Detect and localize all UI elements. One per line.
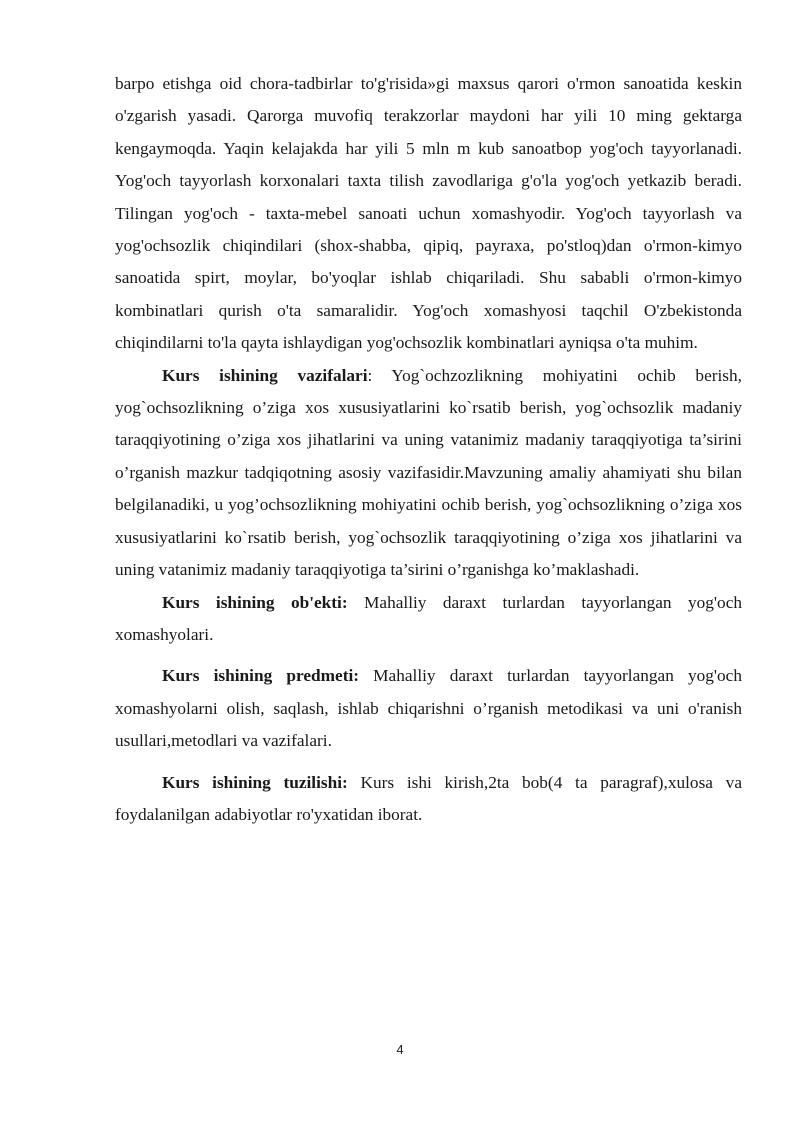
paragraph-heading: Kurs ishining tuzilishi: — [162, 772, 348, 792]
paragraph-heading: Kurs ishining ob'ekti: — [162, 592, 348, 612]
paragraph-course-subject — [115, 660, 742, 757]
paragraph-course-structure — [115, 767, 742, 832]
paragraph-text: Kurs ishi kirish,2ta bob(4 ta paragraf),xulosa va foydalanilgan adabiyotlar ro'yxatidan iborat. — [115, 772, 742, 824]
paragraph-text: Mahalliy daraxt turlardan tayyorlangan yog'och xomashyolarni olish, saqlash, ishlab chiqarishni o’rganish metodikasi va uni o'ranish usullari,metodlari va vazifalari. — [115, 666, 742, 751]
paragraph-decree-context — [115, 68, 742, 360]
paragraph-text: barpo etishga oid chora-tadbirlar to'g'risida»gi maxsus qarori o'rmon sanoatida keskin o'zgarish yasadi. Qarorga muvofiq terakzorlar maydoni har yili 10 ming gektarga kengaymoqda. Yaqin kelajakda har yili 5 mln m kub sanoatbop yog'och tayyorlanadi. Yog'och tayyorlash korxonalari taxta tilish zavodlariga g'o'la yog'och yetkazib beradi. Tilingan yog'och - taxta-mebel sanoati uchun xomashyodir. Yog'och tayyorlash va yog'ochsozlik chiqindilari (shox-shabba, qipiq, payraxa, po'stloq)dan o'rmon-kimyo sanoatida spirt, moylar, bo'yoqlar ishlab chiqariladi. Shu sababli o'rmon-kimyo kombinatlari qurish o'ta samaralidir. Yog'och xomashyosi taqchil O'zbekistonda chiqindilarni to'la qayta ishlaydigan yog'ochsozlik kombinatlari ayniqsa o'ta muhim. — [115, 74, 742, 353]
page-body — [115, 68, 742, 831]
paragraph-text: : Yog`ochzozlikning mohiyatini ochib berish, yog`ochsozlikning o’ziga xos xususiyatlarini ko`rsatib berish, yog`ochsozlik madaniy taraqqiyotining o’ziga xos jihatlarini va uning vatanimiz madaniy taraqqiyotiga ta’sirini o’rganish mazkur tadqiqotning asosiy vazifasidir.Mavzuning amaliy ahamiyati shu bilan belgilanadiki, u yog’ochsozlikning mohiyatini ochib berish, yog`ochsozlikning o’ziga xos xususiyatlarini ko`rsatib berish, yog`ochsozlik taraqqiyotining o’ziga xos jihatlarini va uning vatanimiz madaniy taraqqiyotiga ta’sirini o’rganishga ko’maklashadi. — [115, 365, 742, 580]
paragraph-course-object — [115, 587, 742, 652]
paragraph-heading: Kurs ishining vazifalari — [162, 365, 368, 385]
paragraph-course-tasks — [115, 360, 742, 587]
page-number: 4 — [396, 1042, 404, 1057]
paragraph-text: Mahalliy daraxt turlardan tayyorlangan yog'och xomashyolari. — [115, 592, 743, 644]
paragraph-heading: Kurs ishining predmeti: — [162, 666, 360, 686]
